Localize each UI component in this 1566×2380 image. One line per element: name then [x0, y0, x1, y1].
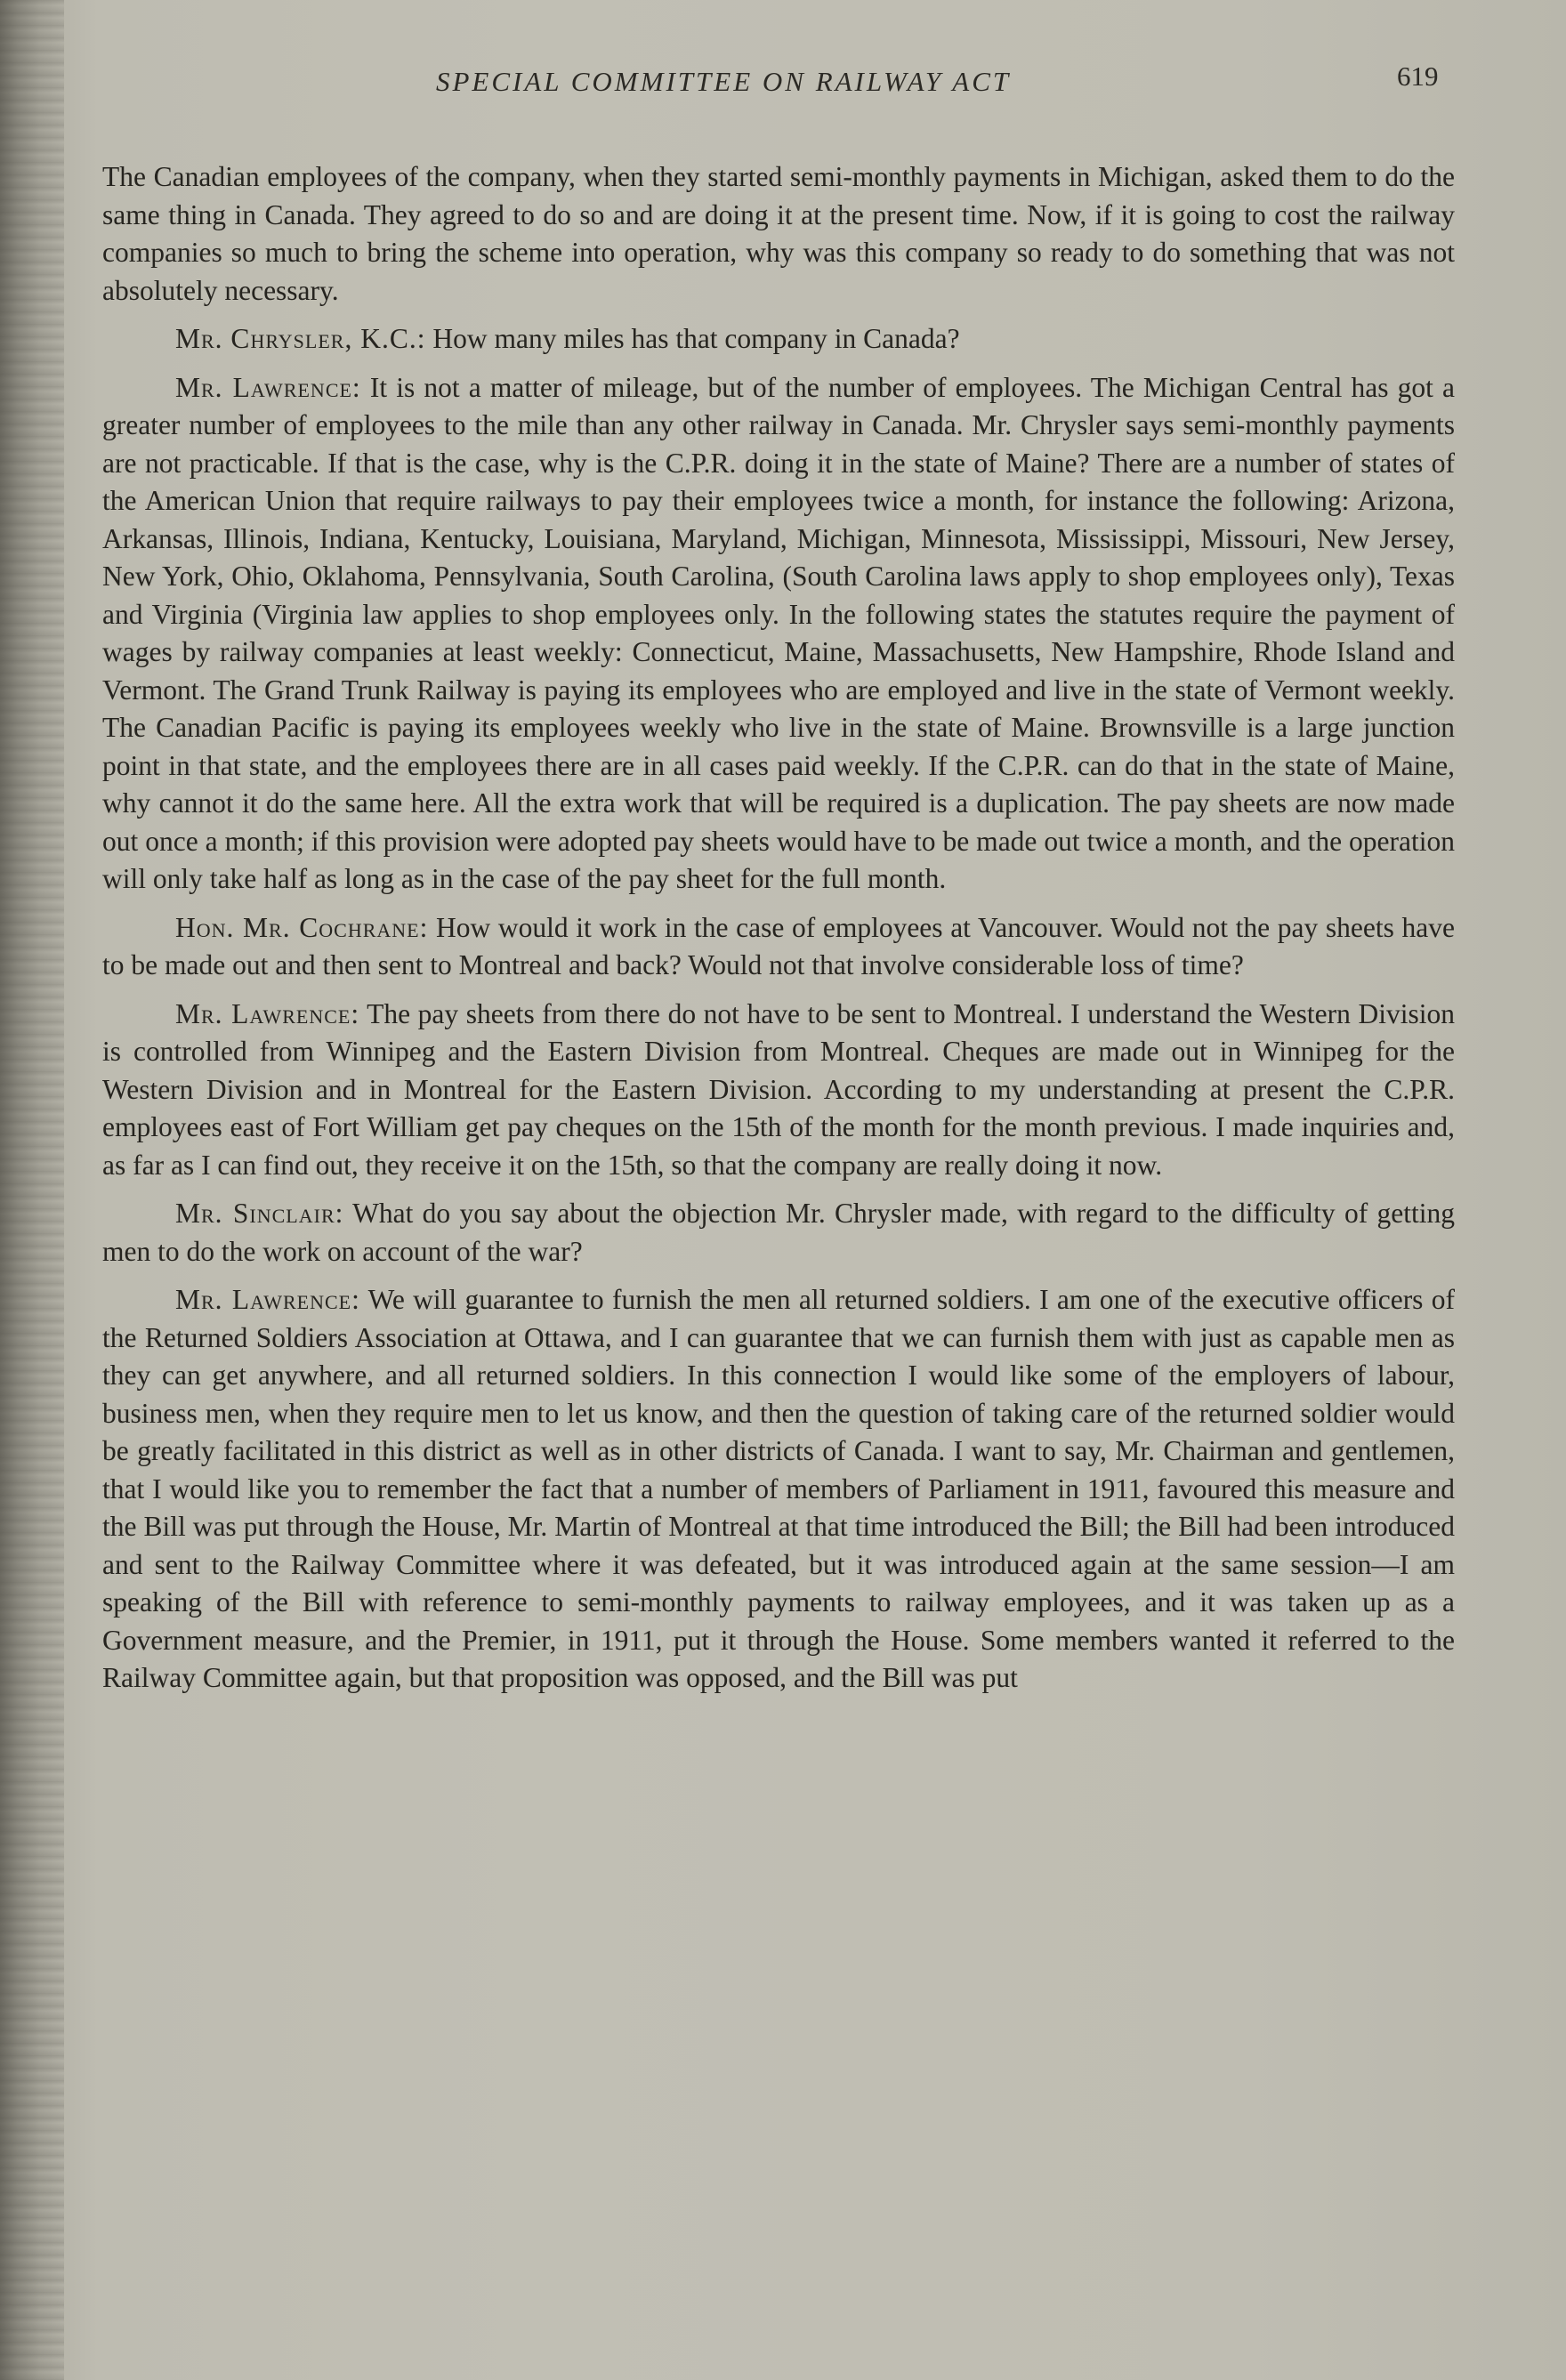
speaker-name: Mr. Lawrence: [175, 371, 361, 403]
speaker-name: Mr. Sinclair: [175, 1198, 344, 1229]
page-binding-edge [0, 0, 64, 2380]
paragraph [102, 909, 1455, 985]
speaker-name: Mr. Lawrence: [175, 1284, 360, 1315]
running-head: SPECIAL COMMITTEE ON RAILWAY ACT [436, 66, 1012, 97]
paragraph-text: How would it work in the case of employees at Vancouver. Would not the pay sheets have to be made out and then sent to Montreal and back? Would not that involve considerable loss of time? [102, 911, 1456, 980]
paragraph [102, 996, 1455, 1185]
paragraph [102, 369, 1455, 899]
paragraph [102, 1195, 1455, 1271]
paragraph [102, 320, 1455, 359]
paragraph-text: The pay sheets from there do not have to be sent to Montreal. I understand the Western Division is controlled from Winnipeg and the Eastern Division from Montreal. Cheques are made out in Winnipeg for the Western Division and in Montreal for the Eastern Division. According to my understanding at present the C.P.R. employees east of Fort William get pay cheques on the 15th of the month for the month previous. I made inquiries and, as far as I can find out, they receive it on the 15th, so that the company are really doing it now. [102, 997, 1455, 1181]
paragraph-text: The Canadian employees of the company, when they started semi-monthly payments in Michigan, asked them to do the same thing in Canada. They agreed to do so and are doing it at the present time. Now, if it is going to cost the railway companies so much to bring the scheme into operation, why was this company so ready to do something that was not absolutely necessary. [102, 161, 1455, 306]
page-body [102, 158, 1455, 1708]
paragraph-text: We will guarantee to furnish the men all returned soldiers. I am one of the executive officers of the Returned Soldiers Association at Ottawa, and I can guarantee that we can furnish them with just as capable men as they can get anywhere, and all returned soldiers. In this connection I would like some of the employers of labour, business men, when they require men to let us know, and then the question of taking care of the returned soldier would be greatly facilitated in this district as well as in other districts of Canada. I want to say, Mr. Chairman and gentlemen, that I would like you to remember the fact that a number of members of Parliament in 1911, favoured this measure and the Bill was put through the House, Mr. Martin of Montreal at that time introduced the Bill; the Bill had been introduced and sent to the Railway Committee where it was defeated, but it was introduced again at the same session—I am speaking of the Bill with reference to semi-monthly payments to railway employees, and it was taken up as a Government measure, and the Premier, in 1911, put it through the House. Some members wanted it referred to the Railway Committee again, but that proposition was opposed, and the Bill was put [102, 1284, 1455, 1693]
speaker-name: Mr. Lawrence: [175, 997, 360, 1029]
paragraph-text: It is not a matter of mileage, but of the number of employees. The Michigan Central has got a greater number of employees to the mile than any other railway in Canada. Mr. Chrysler says semi-monthly payments are not practicable. If that is the case, why is the C.P.R. doing it in the state of Maine? There are a number of states of the American Union that require railways to pay their employees twice a month, for instance the following: Arizona, Arkansas, Illinois, Indiana, Kentucky, Louisiana, Maryland, Michigan, Minnesota, Mississippi, Missouri, New Jersey, New York, Ohio, Oklahoma, Pennsylvania, South Carolina, (South Carolina laws apply to shop employees only), Texas and Virginia (Virginia law applies to shop employees only. In the following states the statutes require the payment of wages by railway companies at least weekly: Connecticut, Maine, Massachusetts, New Hampshire, Rhode Island and Vermont. The Grand Trunk Railway is paying its employees who are employed and live in the state of Vermont weekly. The Canadian Pacific is paying its employees weekly who live in the state of Maine. Brownsville is a large junction point in that state, and the employees there are in all cases paid weekly. If the C.P.R. can do that in the state of Maine, why cannot it do the same here. All the extra work that will be required is a duplication. The pay sheets are now made out once a month; if this provision were adopted pay sheets would have to be made out twice a month, and the operation will only take half as long as in the case of the pay sheet for the full month. [102, 371, 1456, 894]
page-number: 619 [1397, 61, 1439, 92]
speaker-name: Mr. Chrysler, K.C.: [175, 323, 426, 354]
paragraph [102, 1281, 1455, 1698]
paragraph-text: What do you say about the objection Mr. Chrysler made, with regard to the difficulty of getting men to do the work on account of the war? [102, 1198, 1455, 1267]
speaker-name: Hon. Mr. Cochrane: [175, 911, 429, 943]
paragraph [102, 158, 1455, 310]
page-header [98, 57, 1468, 110]
paragraph-text: How many miles has that company in Canada? [432, 323, 960, 354]
